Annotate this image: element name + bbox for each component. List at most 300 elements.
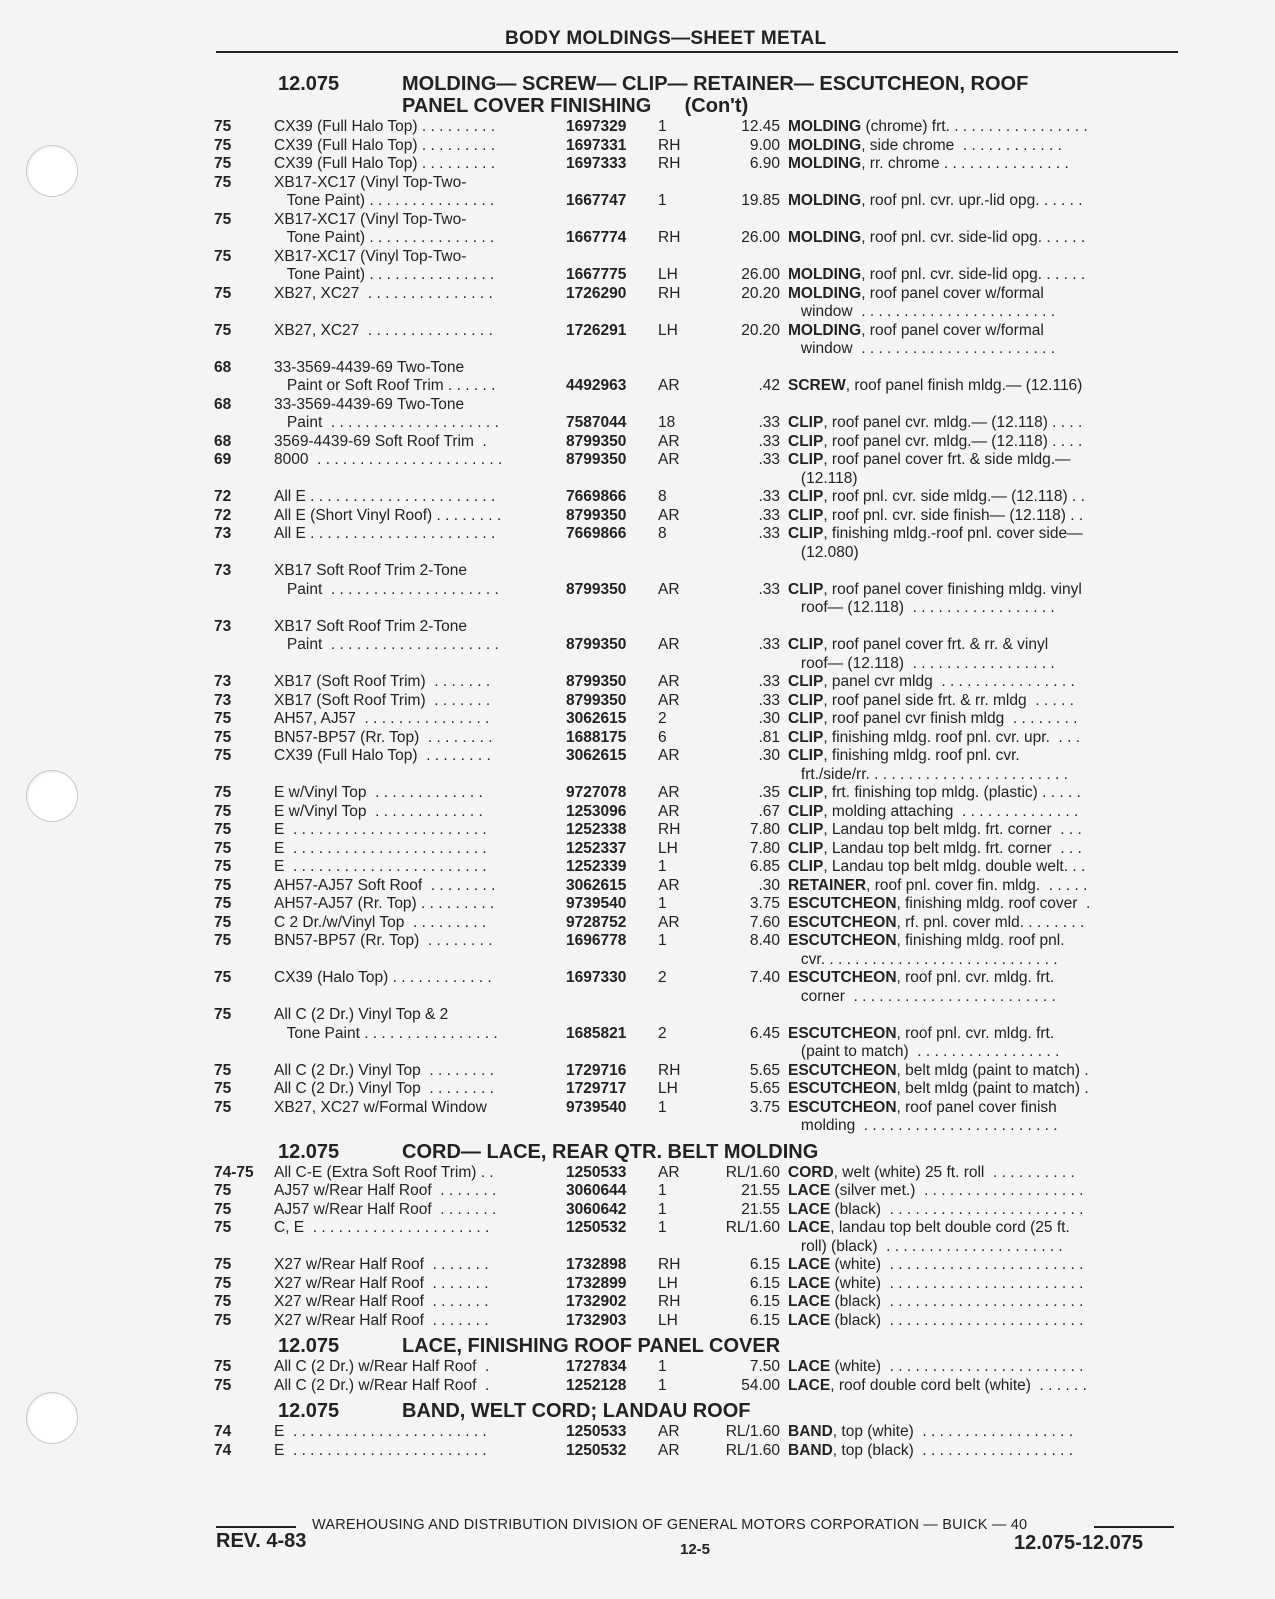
year-cell: 75 [214, 155, 232, 172]
table-row [214, 710, 1178, 729]
year-cell: 75 [214, 1293, 232, 1310]
year-cell [214, 988, 274, 1007]
binder-hole-bottom [26, 1392, 78, 1444]
part-name: CLIP [788, 673, 824, 690]
table-row [214, 1182, 1178, 1201]
part-number-cell: 1667774 [566, 229, 627, 246]
application-cell: All C-E (Extra Soft Roof Trim) . . [274, 1163, 494, 1181]
table-row [214, 803, 1178, 822]
description-cell [788, 1117, 1148, 1136]
part-name: MOLDING [788, 321, 862, 339]
price-cell: 3.75 [749, 1098, 780, 1116]
application-cell: All C (2 Dr.) Vinyl Top & 2 [274, 1006, 449, 1023]
part-description: , roof panel cvr finish mldg . . . . . . . . [823, 710, 1078, 727]
year-cell [214, 377, 274, 396]
application-cell: Tone Paint . . . . . . . . . . . . . . . . [274, 1024, 498, 1042]
year-cell: 75 [214, 858, 232, 875]
table-row [214, 488, 1178, 507]
application-cell: E . . . . . . . . . . . . . . . . . . . . . . . [274, 821, 487, 838]
table-row [214, 673, 1178, 692]
part-name: CLIP [788, 728, 824, 746]
table-row [214, 211, 1178, 230]
part-number-cell: 1252338 [566, 821, 627, 838]
year-cell: 75 [214, 321, 232, 339]
year-cell: 75 [214, 1256, 232, 1273]
year-cell: 75 [214, 1098, 232, 1116]
year-cell: 75 [214, 821, 232, 838]
footer-revision: REV. 4-83 [216, 1530, 307, 1552]
application-cell: XB27, XC27 . . . . . . . . . . . . . . . [274, 284, 493, 302]
price-cell: 6.15 [749, 1256, 780, 1273]
part-name: CLIP [788, 488, 824, 505]
part-number-cell: 8799350 [566, 636, 627, 653]
application-cell: AJ57 w/Rear Half Roof . . . . . . . [274, 1182, 497, 1199]
description-cell [788, 821, 1148, 840]
section-title: LACE, FINISHING ROOF PANEL COVER [402, 1335, 781, 1357]
price-cell [700, 951, 788, 970]
quantity-cell: 1 [658, 895, 667, 912]
part-description: , top (black) . . . . . . . . . . . . . . . . . . [832, 1441, 1074, 1459]
part-number-cell [566, 544, 656, 563]
part-description: , roof pnl. cvr. side mldg.— (12.118) . . [823, 488, 1085, 505]
quantity-cell: AR [658, 580, 680, 598]
description-cell [788, 1043, 1148, 1062]
table-row [214, 1117, 1178, 1136]
year-cell: 75 [214, 1080, 232, 1097]
section-title: BAND, WELT CORD; LANDAU ROOF [402, 1400, 751, 1422]
price-cell [700, 655, 788, 674]
part-number-cell: 1252339 [566, 858, 627, 875]
description-cell [788, 229, 1148, 248]
description-cell [788, 877, 1148, 896]
description-cell [788, 155, 1148, 174]
part-description: , Landau top belt mldg. frt. corner . . . [823, 821, 1082, 838]
part-description: , roof panel cover finishing mldg. vinyl [823, 580, 1082, 598]
year-cell: 74 [214, 1441, 232, 1459]
part-number-cell: 1667775 [566, 266, 627, 283]
application-cell: AH57-AJ57 Soft Roof . . . . . . . . [274, 876, 496, 894]
table-row [214, 1256, 1178, 1275]
quantity-cell: RH [658, 155, 681, 172]
part-description: (black) . . . . . . . . . . . . . . . . . . . . . . . [830, 1200, 1084, 1218]
price-cell [700, 1006, 788, 1025]
price-cell: .33 [758, 525, 780, 542]
year-cell: 75 [214, 284, 232, 302]
part-number-cell: 1697329 [566, 118, 627, 135]
year-cell [214, 1238, 274, 1257]
part-description: , roof pnl. cvr. mldg. frt. [896, 969, 1055, 986]
application-cell: X27 w/Rear Half Roof . . . . . . . [274, 1293, 489, 1310]
price-cell [700, 211, 788, 230]
part-number-cell [566, 303, 656, 322]
application-cell: X27 w/Rear Half Roof . . . . . . . [274, 1274, 489, 1292]
section-heading [214, 74, 1178, 94]
description-cell [788, 840, 1148, 859]
description-cell [788, 766, 1148, 785]
part-description: , finishing mldg. roof pnl. cvr. [823, 747, 1020, 764]
year-cell: 74 [214, 1423, 232, 1440]
binder-hole-middle [26, 770, 78, 822]
table-row [214, 562, 1178, 581]
application-cell: 33-3569-4439-69 Two-Tone [274, 358, 465, 376]
price-cell [700, 766, 788, 785]
table-row [214, 932, 1178, 951]
price-cell [700, 303, 788, 322]
price-cell: 7.50 [749, 1358, 780, 1375]
table-row [214, 969, 1178, 988]
year-cell: 73 [214, 525, 232, 542]
part-number-cell: 8799350 [566, 506, 627, 524]
section-title: PANEL COVER FINISHING (Con't) [402, 95, 749, 117]
year-cell: 75 [214, 1061, 232, 1079]
description-cell [788, 211, 1148, 230]
price-cell [700, 340, 788, 359]
application-cell: CX39 (Full Halo Top) . . . . . . . . [274, 747, 491, 764]
year-cell: 75 [214, 1311, 232, 1329]
year-cell: 68 [214, 432, 232, 450]
part-name: CLIP [788, 432, 824, 450]
table-row [214, 1358, 1178, 1377]
part-description: cvr. . . . . . . . . . . . . . . . . . . . . . . . . . . . [788, 950, 1058, 968]
part-number-cell: 3060644 [566, 1182, 627, 1199]
table-row [214, 451, 1178, 470]
part-description: , frt. finishing top mldg. (plastic) . . . . . [823, 784, 1081, 801]
part-number-cell [566, 174, 656, 193]
part-description: , roof panel finish mldg.— (12.116) [845, 377, 1083, 394]
table-row [214, 396, 1178, 415]
year-cell: 75 [214, 728, 232, 746]
quantity-cell [656, 1238, 700, 1257]
part-number-cell: 9728752 [566, 913, 627, 931]
table-row [214, 414, 1178, 433]
year-cell [214, 1117, 274, 1136]
price-cell: RL/1.60 [725, 1163, 780, 1181]
quantity-cell: RH [658, 284, 681, 302]
application-cell: 8000 . . . . . . . . . . . . . . . . . . . . . . [274, 451, 503, 468]
year-cell [214, 951, 274, 970]
part-number-cell: 1696778 [566, 932, 627, 949]
application-cell [274, 655, 566, 674]
price-cell: .33 [758, 451, 780, 468]
table-row [214, 1006, 1178, 1025]
description-cell [788, 969, 1148, 988]
year-cell [214, 470, 274, 489]
quantity-cell: 2 [658, 1024, 667, 1042]
part-name: ESCUTCHEON [788, 1098, 897, 1116]
part-description: , finishing mldg. roof pnl. [896, 932, 1065, 949]
description-cell [788, 951, 1148, 970]
year-cell: 72 [214, 488, 232, 505]
part-description: (silver met.) . . . . . . . . . . . . . . . . . . . [830, 1182, 1084, 1199]
year-cell [214, 340, 274, 359]
price-cell: 5.65 [749, 1061, 780, 1079]
table-row [214, 1025, 1178, 1044]
year-cell: 73 [214, 617, 232, 635]
quantity-cell [656, 211, 700, 230]
binder-hole-top [26, 145, 78, 197]
part-description: (white) . . . . . . . . . . . . . . . . . . . . . . . [830, 1256, 1084, 1273]
application-cell: XB17 Soft Roof Trim 2-Tone [274, 617, 467, 635]
application-cell: All E . . . . . . . . . . . . . . . . . . . . . . [274, 525, 496, 542]
price-cell: .81 [758, 728, 780, 746]
application-cell: Paint . . . . . . . . . . . . . . . . . . . . [274, 636, 499, 653]
description-cell [788, 266, 1148, 285]
year-cell: 75 [214, 1182, 232, 1199]
description-cell [788, 1062, 1148, 1081]
footer-section-range: 12.075-12.075 [1014, 1532, 1144, 1554]
description-cell [788, 248, 1148, 267]
part-number-cell: 1732898 [566, 1256, 627, 1273]
table-row [214, 340, 1178, 359]
part-description: , roof panel cover w/formal [861, 321, 1044, 339]
table-row [214, 636, 1178, 655]
year-cell [214, 1025, 274, 1044]
part-description: window . . . . . . . . . . . . . . . . . . . . . . . [788, 340, 1056, 357]
quantity-cell: AR [658, 1423, 680, 1440]
price-cell: .67 [758, 802, 780, 820]
part-name: CLIP [788, 414, 824, 431]
price-cell: .33 [758, 414, 780, 431]
year-cell: 75 [214, 136, 232, 154]
table-row [214, 1201, 1178, 1220]
section-heading [214, 1142, 1178, 1162]
quantity-cell: AR [658, 1441, 680, 1459]
part-name: MOLDING [788, 155, 862, 172]
part-number-cell: 3062615 [566, 876, 627, 894]
part-number-cell: 1729717 [566, 1080, 627, 1097]
year-cell [214, 303, 274, 322]
description-cell [788, 1182, 1148, 1201]
price-cell: 6.85 [749, 858, 780, 875]
application-cell: C, E . . . . . . . . . . . . . . . . . . . . . [274, 1219, 490, 1236]
quantity-cell: LH [658, 1274, 678, 1292]
part-description: , roof double cord belt (white) . . . . . . [830, 1376, 1087, 1394]
application-cell [274, 303, 566, 322]
part-description: , roof pnl. cvr. side finish— (12.118) . . [823, 506, 1084, 524]
description-cell [788, 1358, 1148, 1377]
description-cell [788, 1312, 1148, 1331]
price-cell [700, 1117, 788, 1136]
part-description: (12.080) [788, 543, 859, 561]
year-cell: 75 [214, 210, 232, 228]
part-number-cell [566, 340, 656, 359]
application-cell: E . . . . . . . . . . . . . . . . . . . . . . . [274, 1441, 487, 1459]
part-number-cell: 1252128 [566, 1376, 627, 1394]
application-cell: CX39 (Full Halo Top) . . . . . . . . . [274, 136, 496, 154]
table-row [214, 544, 1178, 563]
table-row [214, 377, 1178, 396]
part-number-cell [566, 562, 656, 581]
year-cell: 75 [214, 1376, 232, 1394]
part-number-cell [566, 359, 656, 378]
price-cell: 26.00 [741, 266, 780, 283]
part-description: , roof panel side frt. & rr. mldg . . . . . [823, 691, 1074, 709]
year-cell: 75 [214, 784, 232, 801]
description-cell [788, 192, 1148, 211]
quantity-cell: 1 [658, 1098, 667, 1116]
quantity-cell: 2 [658, 710, 667, 727]
part-number-cell [566, 1043, 656, 1062]
application-cell [274, 766, 566, 785]
application-cell: XB17-XC17 (Vinyl Top-Two- [274, 210, 467, 228]
part-number-cell: 8799350 [566, 673, 627, 690]
price-cell [700, 470, 788, 489]
quantity-cell [656, 303, 700, 322]
table-row [214, 1164, 1178, 1183]
section-number: 12.075 [278, 1335, 340, 1357]
part-name: CLIP [788, 784, 824, 801]
part-description: , Landau top belt mldg. frt. corner . . . [823, 839, 1082, 857]
application-cell: E w/Vinyl Top . . . . . . . . . . . . . [274, 802, 483, 820]
table-row [214, 877, 1178, 896]
quantity-cell: AR [658, 784, 680, 801]
parts-catalog-content [214, 68, 1178, 1460]
price-cell: 8.40 [749, 932, 780, 949]
year-cell: 75 [214, 913, 232, 931]
part-description: , rf. pnl. cover mld. . . . . . . . [896, 913, 1085, 931]
part-description: , roof pnl. cvr. side-lid opg. . . . . . [861, 266, 1086, 283]
part-description: , roof panel cover frt. & rr. & vinyl [823, 636, 1049, 653]
price-cell: .30 [758, 876, 780, 894]
header-rule [216, 51, 1178, 53]
part-name: LACE [788, 1293, 831, 1310]
quantity-cell: 6 [658, 728, 667, 746]
year-cell [214, 636, 274, 655]
description-cell [788, 1377, 1148, 1396]
description-cell [788, 562, 1148, 581]
description-cell [788, 858, 1148, 877]
part-description: roof— (12.118) . . . . . . . . . . . . . . . . . [788, 654, 1055, 672]
part-name: LACE [788, 1376, 831, 1394]
description-cell [788, 1442, 1148, 1461]
year-cell: 75 [214, 173, 232, 191]
price-cell [700, 248, 788, 267]
quantity-cell: AR [658, 506, 680, 524]
table-row [214, 507, 1178, 526]
price-cell: .35 [758, 784, 780, 801]
application-cell: Tone Paint) . . . . . . . . . . . . . . . [274, 192, 495, 209]
quantity-cell: AR [658, 377, 680, 394]
price-cell: .30 [758, 710, 780, 727]
quantity-cell: AR [658, 913, 680, 931]
price-cell: .33 [758, 691, 780, 709]
quantity-cell: LH [658, 266, 678, 283]
description-cell [788, 1164, 1148, 1183]
part-name: CORD [788, 1163, 834, 1181]
part-number-cell [566, 1117, 656, 1136]
part-description: (white) . . . . . . . . . . . . . . . . . . . . . . . [830, 1358, 1084, 1375]
quantity-cell: AR [658, 691, 680, 709]
application-cell: Paint or Soft Roof Trim . . . . . . [274, 377, 496, 394]
price-cell: .42 [758, 377, 780, 394]
part-number-cell [566, 618, 656, 637]
year-cell: 69 [214, 451, 232, 468]
part-name: ESCUTCHEON [788, 895, 897, 912]
part-name: CLIP [788, 858, 824, 875]
quantity-cell [656, 618, 700, 637]
quantity-cell: LH [658, 1080, 678, 1097]
description-cell [788, 507, 1148, 526]
application-cell: All C (2 Dr.) w/Rear Half Roof . [274, 1376, 490, 1394]
year-cell [214, 229, 274, 248]
price-cell: 9.00 [749, 136, 780, 154]
part-number-cell: 1253096 [566, 802, 627, 820]
price-cell: 6.15 [749, 1311, 780, 1329]
quantity-cell: RH [658, 229, 681, 246]
application-cell: Paint . . . . . . . . . . . . . . . . . . . . [274, 414, 499, 431]
description-cell [788, 914, 1148, 933]
application-cell: E w/Vinyl Top . . . . . . . . . . . . . [274, 784, 483, 801]
part-name: LACE [788, 1182, 831, 1199]
table-row [214, 988, 1178, 1007]
application-cell: All C (2 Dr.) w/Rear Half Roof . [274, 1358, 490, 1375]
part-number-cell: 3062615 [566, 710, 627, 727]
table-row [214, 1062, 1178, 1081]
part-description: , roof pnl. cvr. mldg. frt. [896, 1024, 1055, 1042]
section-title: MOLDING— SCREW— CLIP— RETAINER— ESCUTCHEON, ROOF [402, 73, 1029, 95]
price-cell: 19.85 [741, 192, 780, 209]
part-name: LACE [788, 1219, 831, 1236]
price-cell: 20.20 [741, 321, 780, 339]
quantity-cell: AR [658, 432, 680, 450]
quantity-cell: 1 [658, 1182, 667, 1199]
price-cell: 6.15 [749, 1293, 780, 1310]
quantity-cell [656, 544, 700, 563]
year-cell: 75 [214, 710, 232, 727]
table-row [214, 747, 1178, 766]
part-number-cell [566, 1006, 656, 1025]
description-cell [788, 451, 1148, 470]
section-number: 12.075 [278, 1140, 340, 1163]
quantity-cell: LH [658, 1311, 678, 1329]
table-row [214, 359, 1178, 378]
part-description: , roof panel cover w/formal [861, 284, 1044, 302]
part-name: LACE [788, 1358, 831, 1375]
part-number-cell: 1726291 [566, 321, 627, 339]
quantity-cell: AR [658, 1163, 680, 1181]
application-cell [274, 340, 566, 359]
description-cell [788, 525, 1148, 544]
description-cell [788, 1293, 1148, 1312]
part-description: (black) . . . . . . . . . . . . . . . . . . . . . . . [830, 1293, 1084, 1310]
section-title: CORD— LACE, REAR QTR. BELT MOLDING [402, 1140, 819, 1163]
section-number: 12.075 [278, 1400, 340, 1422]
price-cell: 3.75 [749, 895, 780, 912]
quantity-cell: 1 [658, 118, 667, 135]
part-name: CLIP [788, 636, 824, 653]
application-cell: 33-3569-4439-69 Two-Tone [274, 395, 465, 413]
part-description: , finishing mldg. roof pnl. cvr. upr. . . . [823, 728, 1081, 746]
year-cell [214, 192, 274, 211]
footer-page-number: 12-5 [680, 1541, 711, 1558]
quantity-cell [656, 988, 700, 1007]
description-cell [788, 636, 1148, 655]
price-cell: 26.00 [741, 229, 780, 246]
application-cell: All E (Short Vinyl Roof) . . . . . . . . [274, 506, 502, 524]
year-cell: 75 [214, 876, 232, 894]
description-cell [788, 414, 1148, 433]
part-number-cell: 8799350 [566, 580, 627, 598]
description-cell [788, 1238, 1148, 1257]
part-name: CLIP [788, 525, 824, 542]
part-number-cell: 9739540 [566, 895, 627, 912]
part-number-cell [566, 396, 656, 415]
part-description: (black) . . . . . . . . . . . . . . . . . . . . . . . [830, 1311, 1084, 1329]
quantity-cell [656, 248, 700, 267]
part-name: SCREW [788, 377, 846, 394]
part-description: , roof pnl. cvr. side-lid opg. . . . . . [861, 229, 1086, 246]
description-cell [788, 581, 1148, 600]
